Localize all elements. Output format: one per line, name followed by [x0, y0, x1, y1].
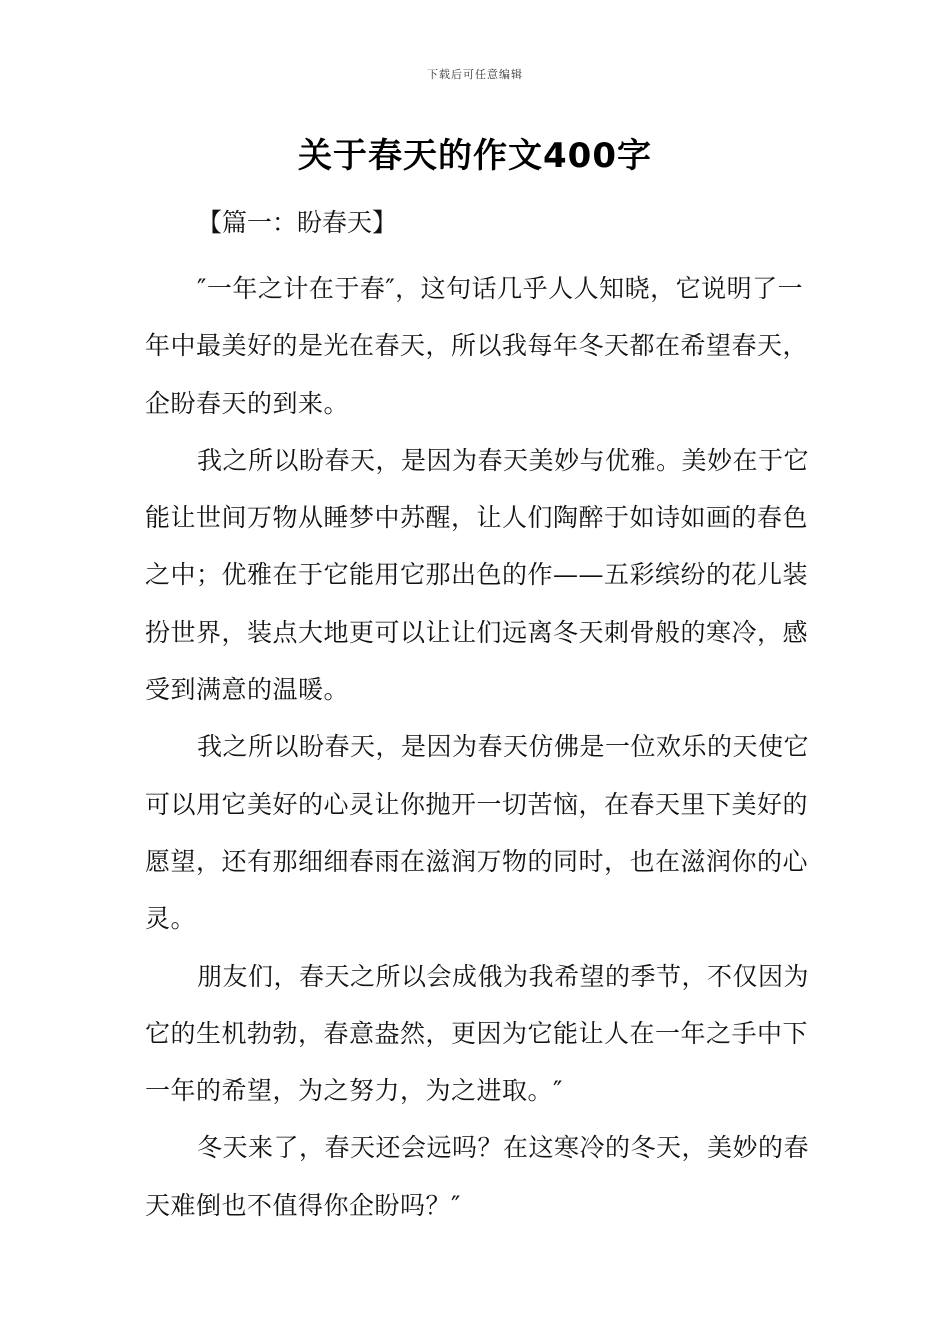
paragraph: 我之所以盼春天，是因为春天美妙与优雅。美妙在于它能让世间万物从睡梦中苏醒，让人们陶醉于如诗如画的春色之中；优雅在于它能用它那出色的作——五彩缤纷的花儿装扮世界，装点大地更可以让让们远离冬天刺骨般的寒冷，感受到满意的温暖。 [145, 445, 810, 705]
document-title: 关于春天的作文400字 [298, 136, 652, 176]
paragraph: 朋友们，春天之所以会成俄为我希望的季节，不仅因为它的生机勃勃，春意盎然，更因为它能让人在一年之手中下一年的希望，为之努力，为之进取。″ [145, 961, 810, 1106]
paragraph: 我之所以盼春天，是因为春天仿佛是一位欢乐的天使它可以用它美好的心灵让你抛开一切苦恼，在春天里下美好的愿望，还有那细细春雨在滋润万物的同时，也在滋润你的心灵。 [145, 732, 810, 934]
essay-body [145, 260, 810, 1234]
header-note: 下载后可任意编辑 [427, 68, 523, 81]
paragraph: ″一年之计在于春″，这句话几乎人人知晓，它说明了一年中最美好的是光在春天，所以我每年冬天都在希望春天，企盼春天的到来。 [145, 274, 809, 418]
paragraph: 冬天来了，春天还会远吗？在这寒冷的冬天，美妙的春天难倒也不值得你企盼吗？″ [145, 1133, 810, 1220]
section-heading: 【篇一：盼春天】 [197, 208, 398, 237]
